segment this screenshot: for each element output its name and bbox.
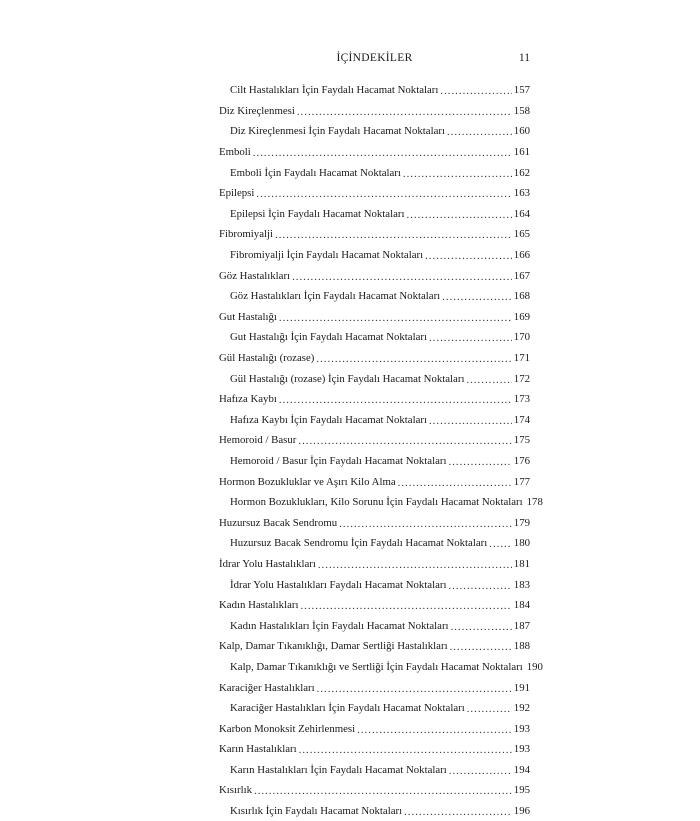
dot-leader (407, 209, 512, 221)
toc-subentry (219, 492, 543, 513)
dot-leader (299, 744, 512, 756)
dot-leader (339, 518, 512, 530)
toc-entry-title: Epilepsi (219, 187, 255, 200)
toc-subentry (219, 615, 530, 636)
toc-entry-page: 191 (513, 681, 530, 694)
toc-entry-page: 193 (513, 743, 530, 756)
dot-leader (447, 126, 512, 138)
toc-subentry (219, 245, 530, 266)
toc-entry-page: 173 (513, 393, 530, 406)
dot-leader (297, 106, 512, 118)
page-number: 11 (518, 52, 530, 64)
toc-entry (219, 183, 530, 204)
toc-entry-title: Epilepsi İçin Faydalı Hacamat Noktaları (230, 207, 405, 220)
toc-subentry (219, 698, 530, 719)
toc-subentry (219, 162, 530, 183)
toc-entry-title: Diz Kireçlenmesi (219, 104, 295, 117)
dot-leader (292, 271, 512, 283)
toc-entry-page: 174 (513, 413, 530, 426)
toc-entry-page: 184 (513, 599, 530, 612)
toc-subentry (219, 760, 530, 781)
toc-entry-page: 175 (513, 434, 530, 447)
toc-entry-page: 178 (526, 496, 543, 509)
toc-subentry (219, 574, 530, 595)
toc-entry-page: 162 (513, 166, 530, 179)
toc-entry (219, 739, 530, 760)
toc-subentry (219, 368, 530, 389)
dot-leader (442, 291, 512, 303)
toc-entry-page: 163 (513, 187, 530, 200)
toc-subentry (219, 451, 530, 472)
toc-subentry (219, 121, 530, 142)
dot-leader (489, 538, 512, 550)
toc-entry-title: Emboli İçin Faydalı Hacamat Noktaları (230, 166, 401, 179)
dot-leader (253, 147, 512, 159)
toc-entry-page: 158 (513, 104, 530, 117)
dot-leader (440, 85, 511, 97)
dot-leader (466, 374, 511, 386)
dot-leader (429, 332, 512, 344)
toc-entry-title: Hafıza Kaybı İçin Faydalı Hacamat Noktaları (230, 413, 427, 426)
toc-entry-page: 169 (513, 310, 530, 323)
toc-entry (219, 677, 530, 698)
toc-entry-title: Hormon Bozuklukları, Kilo Sorunu İçin Faydalı Hacamat Noktaları (230, 496, 523, 509)
toc-entry (219, 142, 530, 163)
toc-subentry (219, 327, 530, 348)
toc-entry-page: 166 (513, 249, 530, 262)
toc-subentry (219, 204, 530, 225)
toc-entry-title: Karbon Monoksit Zehirlenmesi (219, 722, 356, 735)
toc-entry-title: İdrar Yolu Hastalıkları Faydalı Hacamat Noktaları (230, 578, 447, 591)
toc-entry-title: Kısırlık İçin Faydalı Hacamat Noktaları (230, 805, 403, 818)
toc-entry-page: 179 (513, 516, 530, 529)
toc-entry-title: Cilt Hastalıkları İçin Faydalı Hacamat Noktaları (230, 84, 439, 97)
toc-entry-title: Diz Kireçlenmesi İçin Faydalı Hacamat Noktaları (230, 125, 445, 138)
toc-subentry (219, 410, 530, 431)
toc-entry-title: Gül Hastalığı (rozase) İçin Faydalı Hacamat Noktaları (230, 372, 465, 385)
dot-leader (403, 168, 512, 180)
toc-entry-page: 195 (513, 784, 530, 797)
toc-entry-page: 187 (513, 619, 530, 632)
dot-leader (451, 621, 512, 633)
toc-entry (219, 780, 530, 801)
toc-entry-title: Göz Hastalıkları İçin Faydalı Hacamat Noktaları (230, 290, 441, 303)
dot-leader (279, 312, 512, 324)
toc-entry-title: Kadın Hastalıkları (219, 599, 299, 612)
toc-entry-title: Hemoroid / Basur İçin Faydalı Hacamat Noktaları (230, 454, 447, 467)
toc-entry-title: Kadın Hastalıkları İçin Faydalı Hacamat Noktaları (230, 619, 449, 632)
toc-entry-page: 190 (526, 660, 543, 673)
dot-leader (449, 765, 512, 777)
toc-entry (219, 307, 530, 328)
toc-entry (219, 348, 530, 369)
dot-leader (448, 580, 511, 592)
toc-entry-page: 196 (513, 805, 530, 818)
page-title: İÇİNDEKİLER (336, 52, 413, 64)
dot-leader (256, 188, 511, 200)
dot-leader (425, 250, 512, 262)
toc-entry-title: Fibromiyalji İçin Faydalı Hacamat Noktaları (230, 249, 424, 262)
toc-entry-page: 193 (513, 722, 530, 735)
toc-subentry (219, 80, 530, 101)
table-of-contents (219, 80, 543, 821)
toc-entry-title: Kısırlık (219, 784, 252, 797)
toc-entry-page: 194 (513, 763, 530, 776)
toc-entry-title: Emboli (219, 146, 251, 159)
toc-entry-page: 192 (513, 702, 530, 715)
toc-entry (219, 101, 530, 122)
toc-entry-title: Huzursuz Bacak Sendromu (219, 516, 338, 529)
toc-entry-page: 172 (513, 372, 530, 385)
toc-entry-title: Hemoroid / Basur (219, 434, 297, 447)
dot-leader (317, 683, 512, 695)
toc-entry-title: İdrar Yolu Hastalıkları (219, 557, 316, 570)
toc-entry-page: 168 (513, 290, 530, 303)
toc-entry (219, 595, 530, 616)
toc-subentry (219, 286, 530, 307)
dot-leader (279, 394, 512, 406)
dot-leader (316, 353, 511, 365)
dot-leader (467, 703, 512, 715)
toc-entry (219, 512, 530, 533)
toc-entry-title: Gut Hastalığı (219, 310, 277, 323)
toc-entry (219, 224, 530, 245)
toc-entry-title: Karın Hastalıkları İçin Faydalı Hacamat Noktaları (230, 763, 447, 776)
toc-entry (219, 471, 530, 492)
toc-subentry (219, 657, 543, 678)
toc-entry-page: 170 (513, 331, 530, 344)
dot-leader (254, 785, 512, 797)
dot-leader (448, 456, 511, 468)
toc-entry-title: Karaciğer Hastalıkları İçin Faydalı Hacamat Noktaları (230, 702, 465, 715)
dot-leader (357, 724, 512, 736)
toc-entry-page: 183 (513, 578, 530, 591)
toc-subentry (219, 533, 530, 554)
toc-entry-title: Gut Hastalığı İçin Faydalı Hacamat Noktaları (230, 331, 427, 344)
toc-entry (219, 554, 530, 575)
toc-entry-page: 165 (513, 228, 530, 241)
toc-entry-title: Hormon Bozukluklar ve Aşırı Kilo Alma (219, 475, 396, 488)
toc-entry-title: Huzursuz Bacak Sendromu İçin Faydalı Hacamat Noktaları (230, 537, 488, 550)
dot-leader (300, 600, 511, 612)
toc-entry-title: Kalp, Damar Tıkanıklığı, Damar Sertliği Hastalıkları (219, 640, 448, 653)
toc-entry-title: Gül Hastalığı (rozase) (219, 352, 315, 365)
toc-entry-page: 180 (513, 537, 530, 550)
toc-entry-page: 181 (513, 557, 530, 570)
dot-leader (429, 415, 512, 427)
toc-entry-page: 157 (513, 84, 530, 97)
dot-leader (275, 229, 512, 241)
dot-leader (450, 641, 512, 653)
toc-entry-title: Hafıza Kaybı (219, 393, 277, 406)
dot-leader (398, 477, 512, 489)
toc-entry-page: 160 (513, 125, 530, 138)
toc-entry (219, 389, 530, 410)
dot-leader (404, 806, 512, 818)
toc-entry-page: 188 (513, 640, 530, 653)
toc-subentry (219, 801, 530, 821)
toc-entry-page: 161 (513, 146, 530, 159)
toc-entry-page: 171 (513, 352, 530, 365)
toc-entry-page: 167 (513, 269, 530, 282)
toc-entry-title: Göz Hastalıkları (219, 269, 291, 282)
toc-entry-page: 164 (513, 207, 530, 220)
toc-entry-title: Kalp, Damar Tıkanıklığı ve Sertliği İçin Faydalı Hacamat Noktaları (230, 660, 523, 673)
dot-leader (298, 435, 511, 447)
toc-entry-title: Karaciğer Hastalıkları (219, 681, 315, 694)
toc-entry (219, 430, 530, 451)
toc-entry-page: 176 (513, 454, 530, 467)
toc-entry-title: Karın Hastalıkları (219, 743, 297, 756)
toc-entry (219, 265, 530, 286)
toc-entry (219, 636, 530, 657)
dot-leader (318, 559, 512, 571)
toc-entry-title: Fibromiyalji (219, 228, 273, 241)
page-header (219, 52, 530, 70)
toc-entry-page: 177 (513, 475, 530, 488)
toc-entry (219, 718, 530, 739)
